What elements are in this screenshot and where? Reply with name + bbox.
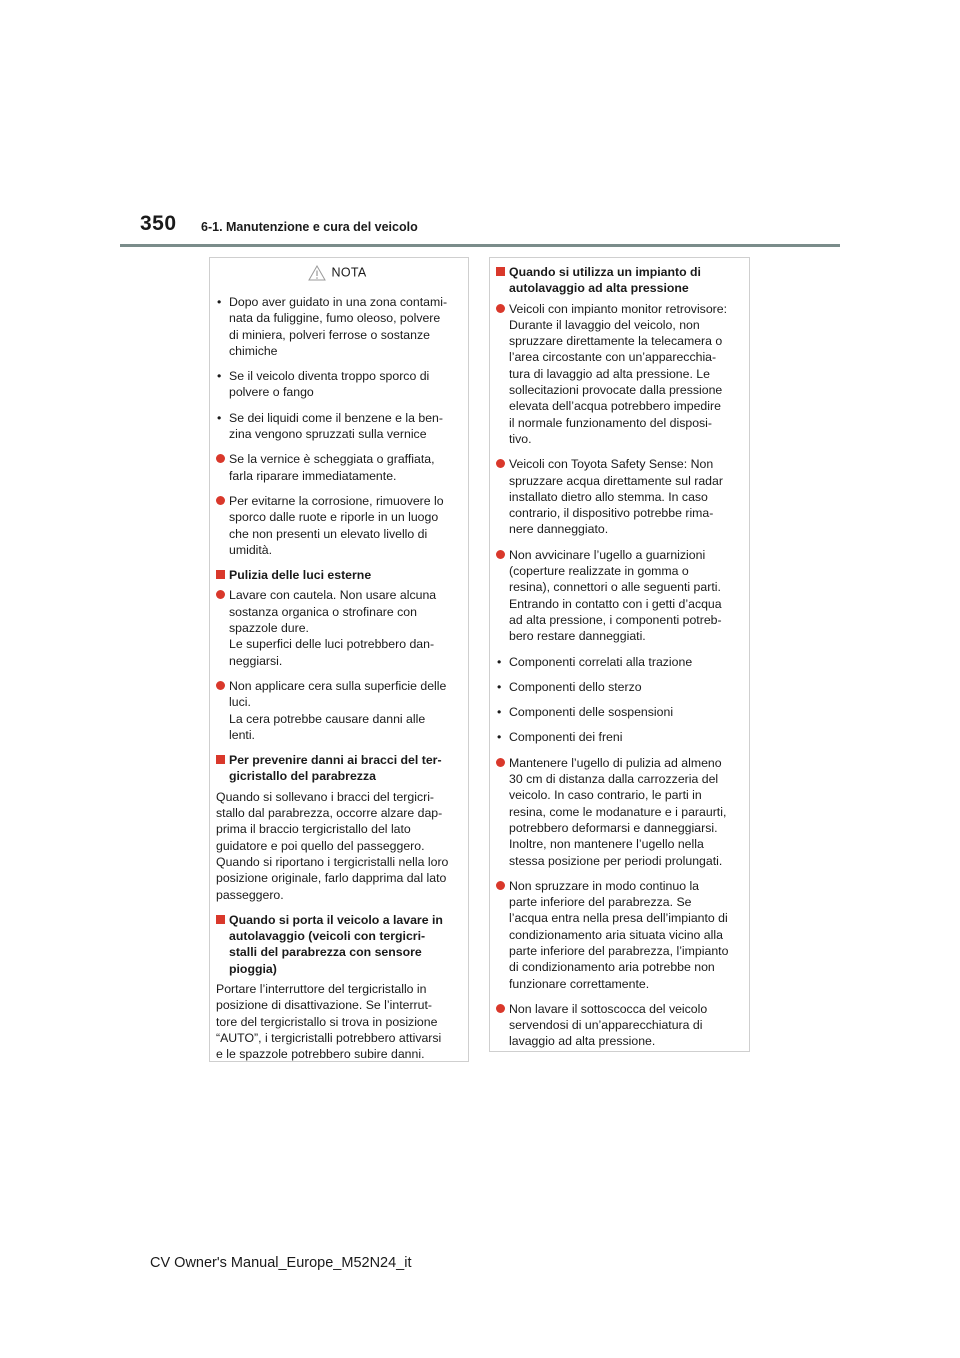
- red-circle-bullet-icon: [216, 454, 225, 463]
- red-circle-bullet-icon: [496, 1004, 505, 1013]
- paragraph: Portare l’interruttore del tergicristallo in posizione di disattivazione. Se l’interrut- tore del tergicristallo si trova in posizione “AUTO”, i tergicristalli potrebbero attivarsi e le spazzole potrebbero subire danni.: [216, 981, 442, 1062]
- list-item: • Componenti correlati alla trazione: [496, 654, 739, 670]
- nota-label: NOTA: [331, 265, 367, 280]
- subsection-heading: Quando si porta il veicolo a lavare in autolavaggio (veicoli con tergicri- stalli del parabrezza con sensore pioggia): [216, 912, 458, 977]
- list-item: • Componenti dello sterzo: [496, 679, 739, 695]
- subsection-heading: Per prevenire danni ai bracci del ter- gicristallo del parabrezza: [216, 752, 458, 785]
- header-rule: [120, 244, 840, 247]
- red-circle-bullet-icon: [496, 881, 505, 890]
- list-item: • Dopo aver guidato in una zona contami- nata da fuliggine, fumo oleoso, polvere di miniera, polveri ferrose o sostanze chimiche: [216, 294, 458, 359]
- red-circle-bullet-icon: [496, 758, 505, 767]
- list-item: • Componenti delle sospensioni: [496, 704, 739, 720]
- list-item: Se la vernice è scheggiata o graffiata, farla riparare immediatamente.: [216, 451, 458, 484]
- list-item: Per evitarne la corrosione, rimuovere lo sporco dalle ruote e riporle in un luogo che non presenti un elevato livello di umidità.: [216, 493, 458, 558]
- list-item: • Se dei liquidi come il benzene e la ben- zina vengono spruzzati sulla vernice: [216, 410, 458, 443]
- footer-manual-id: CV Owner's Manual_Europe_M52N24_it: [150, 1255, 412, 1271]
- list-item: Non applicare cera sulla superficie delle luci. La cera potrebbe causare danni alle lenti.: [216, 678, 458, 743]
- subsection-heading: Quando si utilizza un impianto di autolavaggio ad alta pressione: [496, 264, 739, 297]
- red-square-bullet-icon: [216, 915, 225, 924]
- list-item: Veicoli con Toyota Safety Sense: Non spruzzare acqua direttamente sul radar installato dietro allo stemma. In caso contrario, il dispositivo potrebbe rima- nere danneggiato.: [496, 456, 739, 537]
- list-item: Veicoli con impianto monitor retrovisore: Durante il lavaggio del veicolo, non spruzzare direttamente la telecamera o l’area circostante con un’apparecchia- tura di lavaggio ad alta pressione. Le sollecitazioni provocate dalla pressione elevata dell’acqua potrebbero impedire il normale funzionamento del disposi- tivo.: [496, 301, 739, 448]
- subsection-heading: Pulizia delle luci esterne: [216, 567, 458, 583]
- red-circle-bullet-icon: [216, 590, 225, 599]
- list-item: Lavare con cautela. Non usare alcuna sostanza organica o strofinare con spazzole dure. Le superfici delle luci potrebbero dan- neggiarsi.: [216, 587, 458, 668]
- page-number: 350: [140, 212, 177, 235]
- list-item: • Se il veicolo diventa troppo sporco di polvere o fango: [216, 368, 458, 401]
- red-circle-bullet-icon: [496, 459, 505, 468]
- list-item: Mantenere l’ugello di pulizia ad almeno 30 cm di distanza dalla carrozzeria del veicolo. In caso contrario, le parti in resina, come le modanature e i paraurti, potrebbero deformarsi e danneggiarsi. Inoltre, non mantenere l’ugello nella stessa posizione per periodi prolungati.: [496, 755, 739, 869]
- red-circle-bullet-icon: [496, 550, 505, 559]
- red-square-bullet-icon: [216, 570, 225, 579]
- nota-box: [209, 257, 469, 1062]
- red-circle-bullet-icon: [216, 496, 225, 505]
- nota-box-continued: [489, 257, 750, 1052]
- list-item: Non spruzzare in modo continuo la parte inferiore del parabrezza. Se l’acqua entra nella presa dell’impianto di condizionamento aria situata vicino alla parte inferiore del parabrezza, l’impianto di condizionamento aria potrebbe non funzionare correttamente.: [496, 878, 739, 992]
- red-circle-bullet-icon: [216, 681, 225, 690]
- nota-header: [216, 258, 458, 294]
- red-circle-bullet-icon: [496, 304, 505, 313]
- red-square-bullet-icon: [496, 267, 505, 276]
- red-square-bullet-icon: [216, 755, 225, 764]
- list-item: Non lavare il sottoscocca del veicolo servendosi di un’apparecchiatura di lavaggio ad alta pressione.: [496, 1001, 739, 1050]
- warning-triangle-icon: [308, 265, 326, 281]
- section-title: 6-1. Manutenzione e cura del veicolo: [201, 220, 418, 234]
- list-item: • Componenti dei freni: [496, 729, 739, 745]
- paragraph: Quando si sollevano i bracci del tergicri- stallo dal parabrezza, occorre alzare dap- prima il braccio tergicristallo del lato guidatore e poi quello del passeggero. Quando si riportano i tergicristalli nella loro posizione originale, farlo dapprima dal lato passeggero.: [216, 789, 449, 902]
- list-item: Non avvicinare l’ugello a guarnizioni (coperture realizzate in gomma o resina), connettori o alle seguenti parti. Entrando in contatto con i getti d’acqua ad alta pressione, i componenti potreb- bero restare danneggiati.: [496, 547, 739, 645]
